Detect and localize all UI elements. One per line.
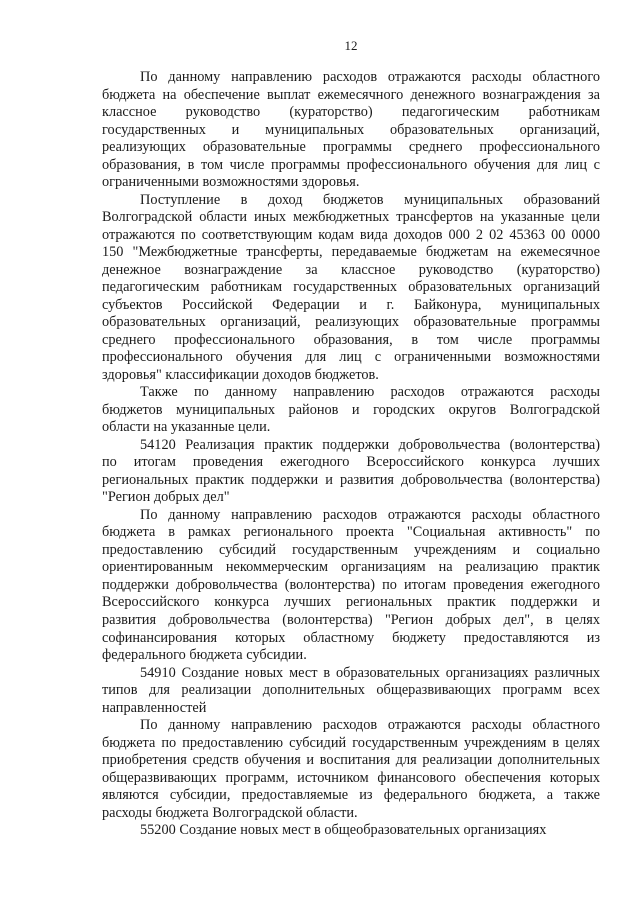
text-line: "Регион добрых дел": [102, 489, 230, 506]
text-line: Также по данному направлению расходов отражаются расходы: [140, 384, 600, 401]
text-line: типов для реализации дополнительных общеразвивающих программ всех: [102, 682, 600, 699]
text-line: бюджета на обеспечение выплат ежемесячного денежного вознаграждения за: [102, 86, 600, 103]
text-line: Поступление в доход бюджетов муниципальных образований: [140, 191, 600, 208]
paragraph: [102, 192, 600, 385]
text-line: поддержки добровольчества (волонтерства) по итогам проведения ежегодного: [102, 576, 600, 593]
text-line: образования, в том числе программы профессионального обучения для лиц с: [102, 156, 600, 173]
text-line: Волгоградской области иных межбюджетных трансфертов на указанные цели: [102, 209, 600, 226]
text-line: среднего профессионального образования, в том числе программы: [102, 331, 600, 348]
paragraph: [102, 384, 600, 437]
paragraph: [102, 717, 600, 822]
text-line: по итогам проведения ежегодного Всероссийского конкурса лучших: [102, 454, 600, 471]
text-line: 55200 Создание новых мест в общеобразовательных организациях: [140, 822, 547, 839]
paragraph: [102, 822, 600, 840]
text-line: бюджетов муниципальных районов и городских округов Волгоградской: [102, 401, 600, 418]
text-line: расходы бюджета Волгоградской области.: [102, 804, 358, 821]
text-line: профессионального обучения для лиц с ограниченными возможностями: [102, 349, 600, 366]
text-line: направленностей: [102, 699, 207, 716]
text-line: развития добровольчества (волонтерства) "Регион добрых дел", в целях: [102, 611, 600, 628]
paragraph: [102, 437, 600, 507]
text-line: 150 "Межбюджетные трансферты, передаваемые бюджетам на ежемесячное: [102, 244, 600, 261]
text-line: Всероссийского конкурса лучших региональных практик поддержки и: [102, 594, 600, 611]
text-line: По данному направлению расходов отражаются расходы областного: [140, 69, 600, 85]
text-line: отражаются по соответствующим кодам вида доходов 000 2 02 45363 00 0000: [102, 226, 600, 243]
text-line: ориентированным некоммерческим организациям на реализацию практик: [102, 559, 600, 576]
text-line: По данному направлению расходов отражаются расходы областного: [140, 506, 600, 523]
text-line: реализующих образовательные программы среднего профессионального: [102, 139, 600, 156]
text-line: софинансирования которых областному бюджету предоставляются из: [102, 629, 600, 646]
text-line: ограниченными возможностями здоровья.: [102, 174, 360, 191]
text-line: государственных и муниципальных образовательных организаций,: [102, 121, 600, 138]
paragraph: [102, 507, 600, 665]
text-line: педагогическим работникам государственных образовательных организаций: [102, 279, 600, 296]
document-body: [102, 69, 600, 840]
text-line: субъектов Российской Федерации и г. Байконура, муниципальных: [102, 296, 600, 313]
paragraph: [102, 69, 600, 192]
text-line: здоровья" классификации доходов бюджетов.: [102, 366, 379, 383]
text-line: бюджета в рамках регионального проекта "Социальная активность" по: [102, 524, 600, 541]
text-line: 54120 Реализация практик поддержки добровольчества (волонтерства): [140, 436, 600, 453]
text-line: приобретения средств обучения и воспитания для реализации дополнительных: [102, 752, 600, 769]
text-line: предоставлению субсидий государственным учреждениям и социально: [102, 541, 600, 558]
text-line: классное руководство (кураторство) педагогическим работникам: [102, 104, 600, 121]
text-line: области на указанные цели.: [102, 419, 271, 436]
text-line: По данному направлению расходов отражаются расходы областного: [140, 717, 600, 734]
text-line: денежное вознаграждение за классное руководство (кураторство): [102, 261, 600, 278]
page-number: 12: [344, 38, 358, 53]
text-line: федерального бюджета субсидии.: [102, 647, 307, 664]
text-line: общеразвивающих программ, источником финансового обеспечения которых: [102, 769, 600, 786]
text-line: бюджета по предоставлению субсидий государственным учреждениям в целях: [102, 734, 600, 751]
text-line: являются субсидии, предоставляемые из федерального бюджета, а также: [102, 787, 600, 804]
text-line: образовательных организаций, реализующих образовательные программы: [102, 314, 600, 331]
text-line: региональных практик поддержки и развития добровольчества (волонтерства): [102, 471, 600, 488]
text-line: 54910 Создание новых мест в образовательных организациях различных: [140, 664, 600, 681]
paragraph: [102, 665, 600, 718]
